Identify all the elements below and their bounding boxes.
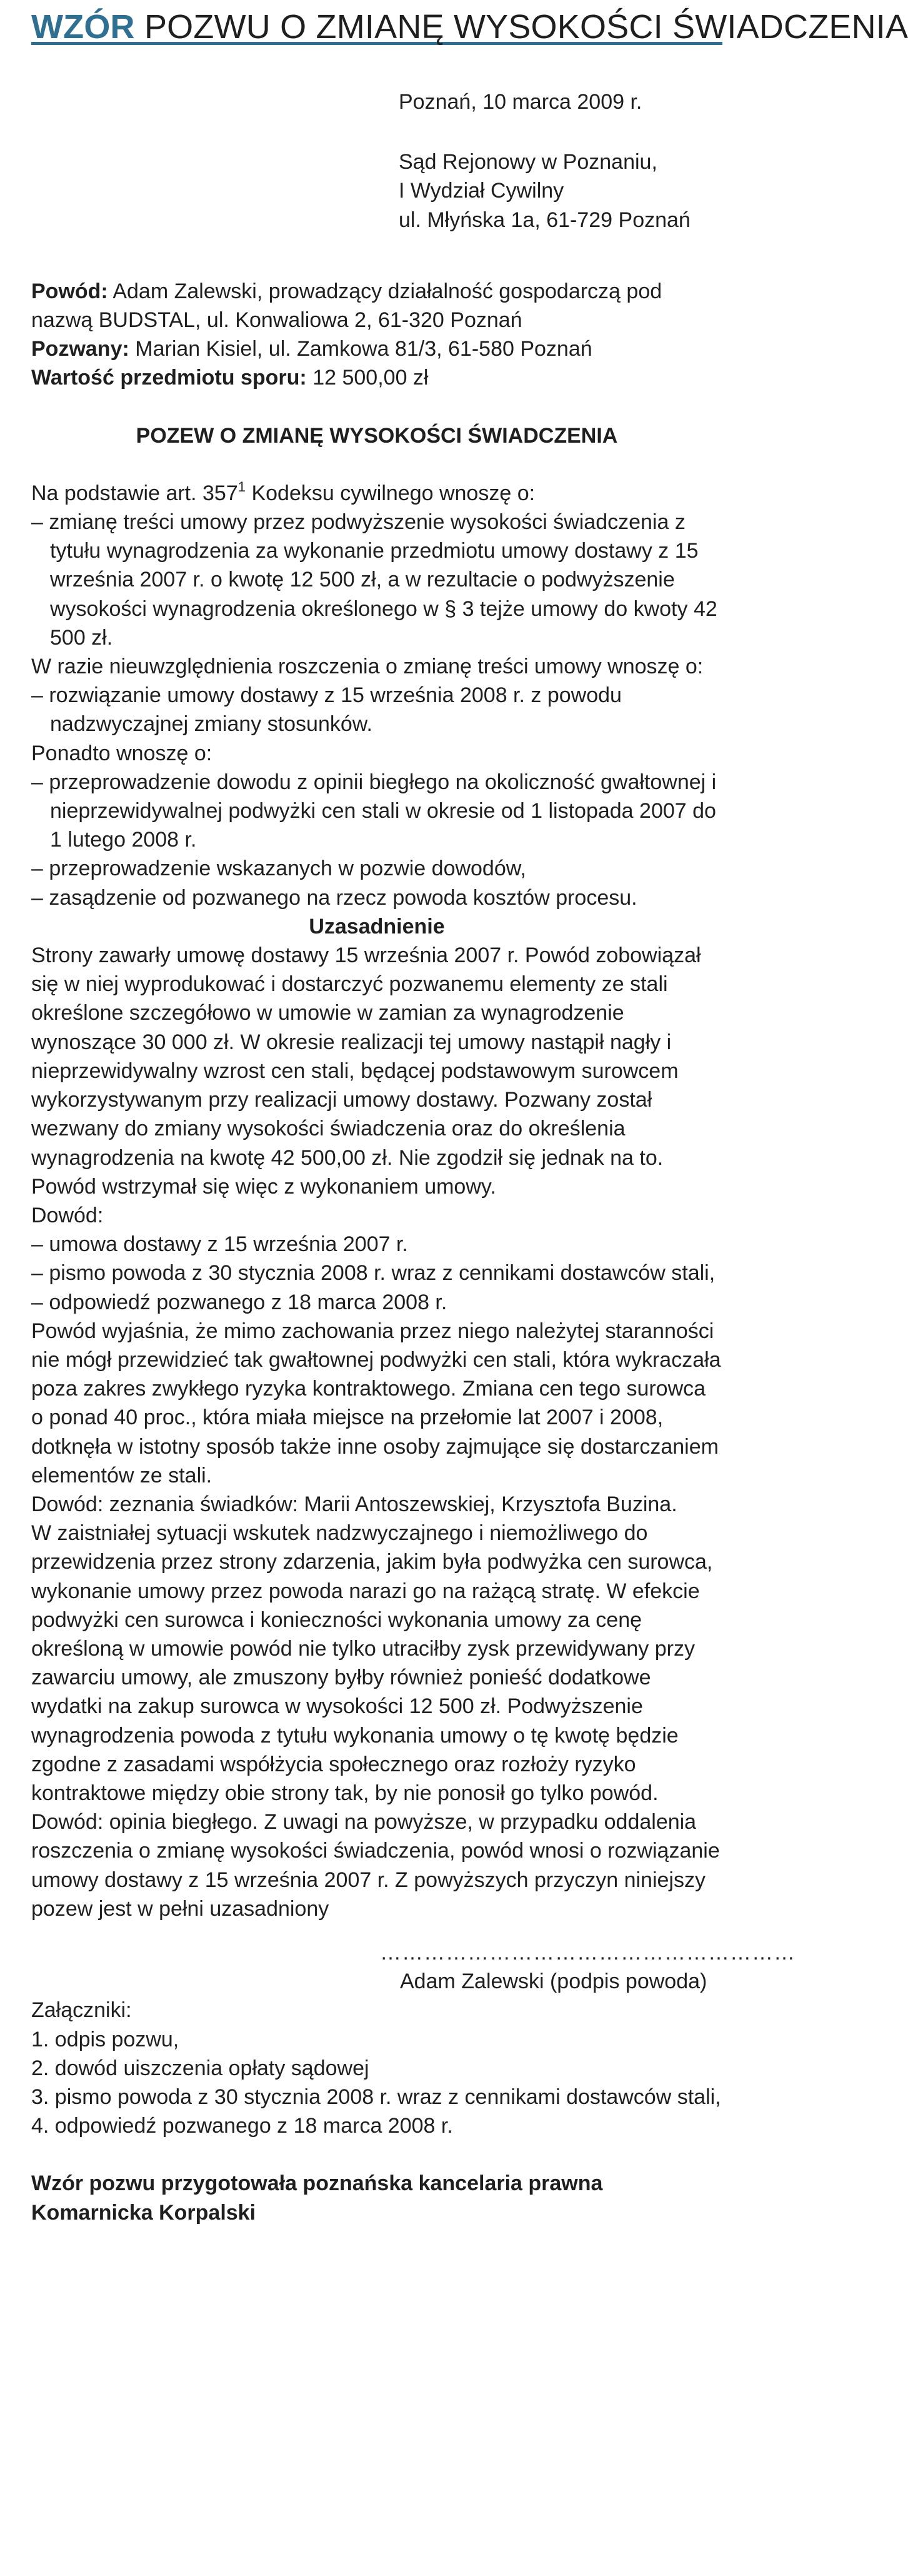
article-superscript: 1 <box>237 478 246 495</box>
signature-block <box>31 1938 796 1996</box>
plaintiff-value: Adam Zalewski, prowadzący działalność gospodarczą pod nazwą BUDSTAL, ul. Konwaliowa 2, 61-320 Poznań <box>31 279 662 333</box>
further-intro: Ponadto wnoszę o: <box>31 741 212 765</box>
evidence-item: – pismo powoda z 30 stycznia 2008 r. wraz z cennikami dostawców stali, <box>31 1261 716 1285</box>
attachments-section <box>31 1996 722 2140</box>
defendant-value: Marian Kisiel, ul. Zamkowa 81/3, 61-580 Poznań <box>135 337 592 361</box>
alternative-intro: W razie nieuwzględnienia roszczenia o zmianę treści umowy wnoszę o: <box>31 655 704 679</box>
witnesses-line: Dowód: zeznania świadków: Marii Antoszewskiej, Krzysztofa Buzina. <box>31 1492 677 1516</box>
attachment-item: 3. pismo powoda z 30 stycznia 2008 r. wraz z cennikami dostawców stali, <box>31 2085 721 2109</box>
evidence-item: – odpowiedź pozwanego z 18 marca 2008 r. <box>31 1290 447 1314</box>
further-item: – zasądzenie od pozwanego na rzecz powoda kosztów procesu. <box>31 885 637 910</box>
title-bar <box>31 0 908 46</box>
dispute-value-label: Wartość przedmiotu sporu: <box>31 366 307 390</box>
justification-heading: Uzasadnienie <box>309 914 445 938</box>
page-title <box>31 8 908 46</box>
defendant-line <box>31 335 722 363</box>
evidence-label: Dowód: <box>31 1203 104 1227</box>
further-item: – przeprowadzenie dowodu z opinii biegłego na okoliczność gwałtownej i nieprzewidywalnej podwyżki cen stali w okresie od 1 listopada 2007 do 1 lutego 2008 r. <box>31 770 717 852</box>
justification-paragraph: Dowód: opinia biegłego. Z uwagi na powyższe, w przypadku oddalenia roszczenia o zmianę wysokości świadczenia, powód wnosi o rozwiązanie umowy dostawy z 15 września 2007 r. Z powyższych przyczyn niniejszy pozew jest w pełni uzasadniony <box>31 1810 720 1921</box>
claim-item: – zmianę treści umowy przez podwyższenie wysokości świadczenia z tytułu wynagrodzenia za wykonanie przedmiotu umowy dostawy z 15 września 2007 r. o kwotę 12 500 zł, a w rezultacie o podwyższenie wysokości wynagrodzenia określonego w § 3 tejże umowy do kwoty 42 500 zł. <box>31 510 717 650</box>
justification-section <box>31 912 722 1923</box>
title-rest: POZWU O ZMIANĘ WYSOKOŚCI ŚWIADCZENIA <box>144 8 908 46</box>
document-body <box>31 88 796 2227</box>
defendant-label: Pozwany: <box>31 337 129 361</box>
justification-paragraph: W zaistniałej sytuacji wskutek nadzwyczajnego i niemożliwego do przewidzenia przez strony zdarzenia, jakim była podwyżka cen surowca, wykonanie umowy przez powoda narazi go na rażącą stratę. W efekcie podwyżki cen surowca i konieczności wykonania umowy za cenę określoną w umowie powód nie tylko utraciłby zysk przewidywany przy zawarciu umowy, ale zmuszony byłby również ponieść dodatkowe wydatki na zakup surowca w wysokości 12 500 zł. Podwyższenie wynagrodzenia powoda z tytułu wykonania umowy o tę kwotę będzie zgodne z zasadami współżycia społecznego oraz rozłoży ryzyko kontraktowe między obie strony tak, by nie ponosił go tylko powód. <box>31 1521 713 1805</box>
attachment-item: 1. odpis pozwu, <box>31 2027 179 2051</box>
signature-line: ………………………………………………… <box>380 1940 796 1965</box>
document-heading: POZEW O ZMIANĘ WYSOKOŚCI ŚWIADCZENIA <box>136 423 618 448</box>
justification-paragraph: Powód wyjaśnia, że mimo zachowania przez niego należytej staranności nie mógł przewidzieć tak gwałtownej podwyżki cen stali, która wykraczała poza zakres zwykłego ryzyka kontraktowego. Zmiana cen tego surowca o ponad 40 proc., która miała miejsce na przełomie lat 2007 i 2008, dotknęła w istotny sposób także inne osoby zajmujące się dostarczaniem elementów ze stali. <box>31 1319 721 1487</box>
attachments-label: Załączniki: <box>31 1998 132 2023</box>
claims-section <box>31 479 722 912</box>
evidence-item: – umowa dostawy z 15 września 2007 r. <box>31 1232 408 1257</box>
court-line-3: ul. Młyńska 1a, 61-729 Poznań <box>399 208 691 232</box>
title-accent: WZÓR <box>31 8 135 46</box>
court-line-1: Sąd Rejonowy w Poznaniu, <box>399 150 657 174</box>
claims-intro-end: Kodeksu cywilnego wnoszę o: <box>246 481 536 505</box>
signature-name: Adam Zalewski (podpis powoda) <box>400 1970 707 1994</box>
further-item: – przeprowadzenie wskazanych w pozwie dowodów, <box>31 857 526 881</box>
court-line-2: I Wydział Cywilny <box>399 179 564 203</box>
dispute-value: 12 500,00 zł <box>312 366 429 390</box>
plaintiff-line <box>31 277 722 335</box>
alternative-item: – rozwiązanie umowy dostawy z 15 września 2008 r. z powodu nadzwyczajnej zmiany stosunków. <box>31 683 622 737</box>
place-date: Poznań, 10 marca 2009 r. <box>399 90 642 114</box>
court-address <box>399 148 722 234</box>
plaintiff-label: Powód: <box>31 279 108 303</box>
claims-intro-start: Na podstawie art. 357 <box>31 481 238 505</box>
dispute-value-line <box>31 363 722 392</box>
attachment-item: 4. odpowiedź pozwanego z 18 marca 2008 r. <box>31 2114 453 2138</box>
parties-block <box>31 277 722 393</box>
footer-note: Wzór pozwu przygotowała poznańska kancelaria prawna Komarnicka Korpalski <box>31 2171 603 2225</box>
claims-intro <box>31 479 722 508</box>
justification-paragraph: Strony zawarły umowę dostawy 15 września 2007 r. Powód zobowiązał się w niej wyprodukować i dostarczyć pozwanemu elementy ze stali określone szczegółowo w umowie w zamian za wynagrodzenie wynoszące 30 000 zł. W okresie realizacji tej umowy nastąpił nagły i nieprzewidywalny wzrost cen stali, będącej podstawowym surowcem wykorzystywanym przy realizacji umowy dostawy. Pozwany został wezwany do zmiany wysokości świadczenia oraz do określenia wynagrodzenia na kwotę 42 500,00 zł. Nie zgodził się jednak na to. Powód wstrzymał się więc z wykonaniem umowy. <box>31 943 701 1199</box>
attachment-item: 2. dowód uiszczenia opłaty sądowej <box>31 2056 369 2080</box>
